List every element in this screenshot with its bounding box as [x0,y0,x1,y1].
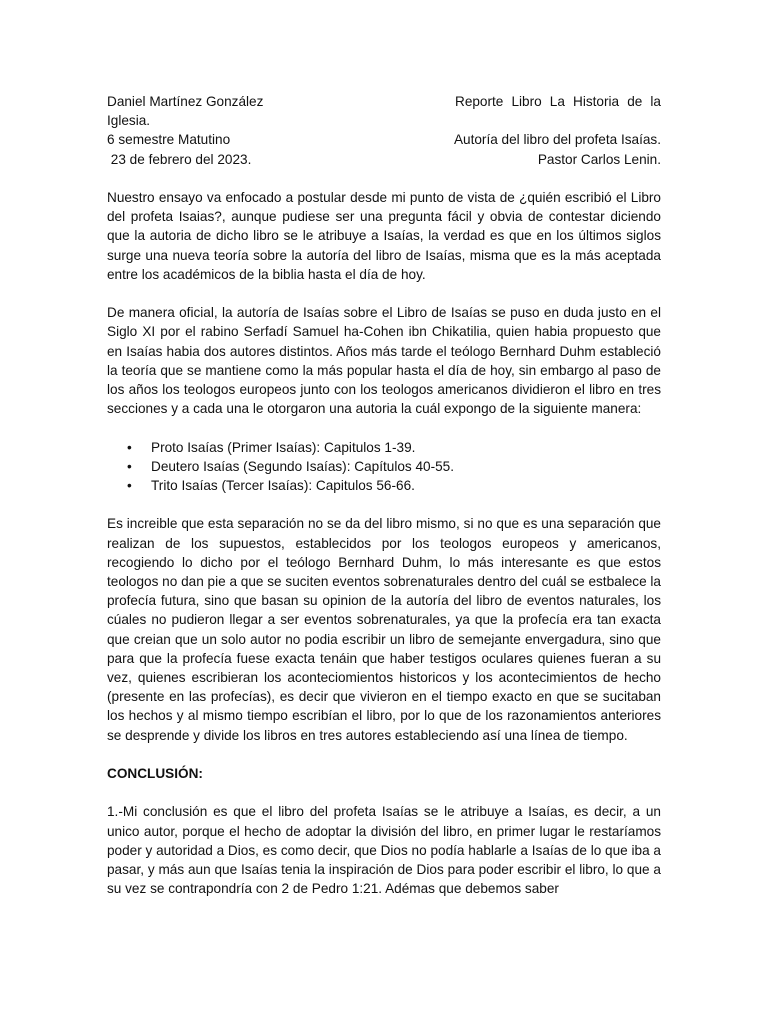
list-item: • Deutero Isaías (Segundo Isaías): Capítulos 40-55. [107,457,661,476]
title-word: Historia [573,94,620,109]
header-row-2 [107,111,661,130]
report-title [455,92,661,111]
report-title-continuation: Iglesia. [107,113,151,129]
subject: Autoría del libro del profeta Isaías. [453,132,661,148]
title-word: Libro [511,94,542,109]
paragraph-intro: Nuestro ensayo va enfocado a postular desde mi punto de vista de ¿quién escribió el Libro del profeta Isaias?, aunque pudiese ser una pregunta fácil y obvia de contestar diciendo que la autoria de dicho libro se le atribuye a Isaías, la verdad es que en los últimos siglos surge una nueva teoría sobre la autoría del libro de Isaías, misma que es la más aceptada entre los académicos de la biblia hasta el día de hoy. [107,190,661,282]
paragraph-history: De manera oficial, la autoría de Isaías sobre el Libro de Isaías se puso en duda justo en el Siglo XI por el rabino Serfadí Samuel ha-Cohen ibn Chikatilia, quien habia propuesto que en Isaías habia dos autores distintos. Años más tarde el teólogo Bernhard Duhm estableció la teoría que se mantiene como la más popular hasta el día de hoy, sin embargo al paso de los años los teologos europeos junto con los teologos americanos dividieron el libro en tres secciones y a cada una le otorgaron una autoria la cuál expongo de la siguiente manera: [107,305,661,417]
author-name: Daniel Martínez González [107,94,264,109]
list-item: • Proto Isaías (Primer Isaías): Capitulos 1-39. [107,438,661,457]
header-row-3 [107,130,661,149]
paragraph-conclusion: 1.-Mi conclusión es que el libro del profeta Isaías se le atribuye a Isaías, es decir, a un unico autor, porque el hecho de adoptar la división del libro, en primer lugar le restaríamos poder y autoridad a Dios, es como decir, que Dios no podía hablarle a Isaías de lo que iba a pasar, y más aun que Isaías tenia la inspiración de Dios para poder escribir el libro, lo que a su vez se contrapondría con 2 de Pedro 1:21. Adémas que debemos saber [107,804,661,897]
date: 23 de febrero del 2023. [107,151,252,167]
document-page [107,92,661,898]
conclusion-heading: CONCLUSIÓN: [107,766,203,782]
title-word: la [650,94,661,109]
header-row-4 [107,150,661,169]
semester: 6 semestre Matutino [107,132,231,148]
paragraph-analysis: Es increible que esta separación no se da del libro mismo, si no que es una separación que realizan de los supuestos, establecidos por los teologos europeos y americanos, recogiendo lo dicho por el teólogo Bernhard Duhm, lo más interesante es que estos teologos no dan pie a que se suciten eventos sobrenaturales dentro del cuál se estbalece la profecía futura, sino que basan su opinion de la autoría del libro de eventos naturales, los cúales no pudieron llegar a ser eventos sobrenaturales, ya que la profecía era tan exacta que creian que un solo autor no podia escribir un libro de semejante envergadura, sino que para que la profecía fuese exacta tenáin que haber testigos oculares quienes fueran a su vez, quienes escribieran los aconteciomientos historicos y los acontecimientos de hecho (presente en las profecías), es decir que vivieron en el tiempo exacto en que se sucitaban los hechos y al mismo tiempo escribían el libro, por lo que de los razonamientos anteriores se desprende y divide los libros en tres autores estableciendo así una línea de tiempo. [107,516,661,743]
pastor-name: Pastor Carlos Lenin. [537,151,661,167]
authorship-list [107,438,661,496]
list-item: • Trito Isaías (Tercer Isaías): Capitulos 56-66. [107,476,661,495]
title-word: Reporte [455,94,504,109]
header-row-1 [107,92,661,111]
title-word: La [549,94,565,109]
title-word: de [627,94,643,109]
